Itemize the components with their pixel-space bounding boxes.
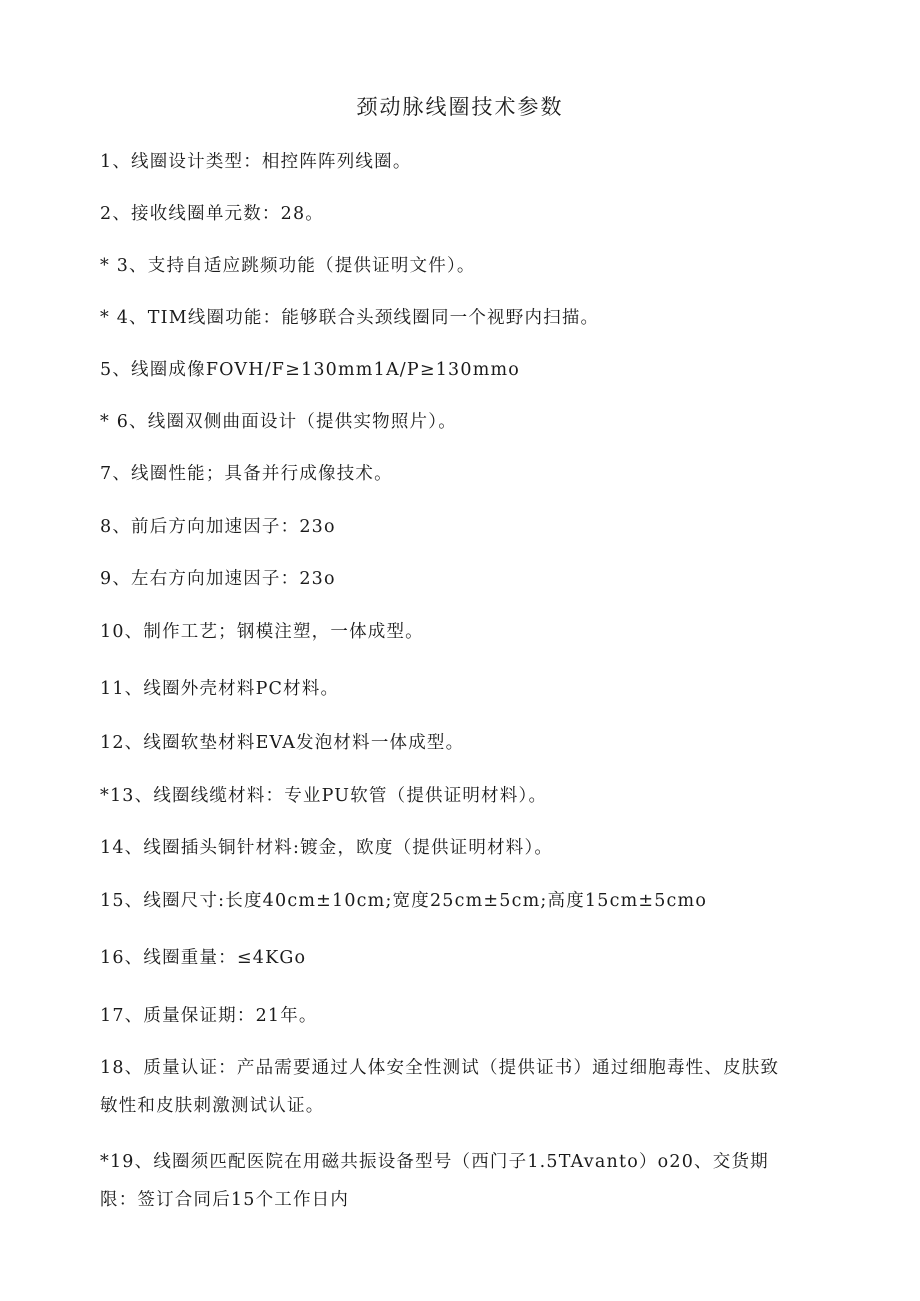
- spec-item-11: 11、线圈外壳材料PC材料。: [100, 679, 340, 699]
- spec-item-14: 14、线圈插头铜针材料:镀金，欧度（提供证明材料）。: [100, 838, 554, 858]
- spec-item-9: 9、左右方向加速因子：23o: [100, 569, 336, 589]
- spec-item-17: 17、质量保证期：21年。: [100, 1006, 318, 1026]
- spec-item-5: 5、线圈成像FOVH/F≥130mm1A/P≥130mmo: [100, 360, 521, 380]
- spec-item-8: 8、前后方向加速因子：23o: [100, 517, 336, 537]
- spec-item-1: 1、线圈设计类型：相控阵阵列线圈。: [100, 152, 412, 172]
- spec-item-7: 7、线圈性能；具备并行成像技术。: [100, 464, 393, 484]
- spec-item-13: *13、线圈线缆材料：专业PU软管（提供证明材料）。: [100, 786, 548, 806]
- spec-item-4: * 4、TIM线圈功能：能够联合头颈线圈同一个视野内扫描。: [100, 308, 600, 328]
- spec-item-6: * 6、线圈双侧曲面设计（提供实物照片）。: [100, 412, 457, 432]
- spec-item-10: 10、制作工艺；钢模注塑，一体成型。: [100, 622, 424, 642]
- spec-item-16: 16、线圈重量：≤4KGo: [100, 948, 307, 968]
- spec-item-12: 12、线圈软垫材料EVA发泡材料一体成型。: [100, 733, 465, 753]
- spec-item-15: 15、线圈尺寸:长度40cm±10cm;宽度25cm±5cm;高度15cm±5cmo: [100, 891, 708, 911]
- spec-item-18: 18、质量认证：产品需要通过人体安全性测试（提供证书）通过细胞毒性、皮肤致敏性和皮肤刺激测试认证。: [100, 1058, 780, 1116]
- spec-item-3: * 3、支持自适应跳频功能（提供证明文件）。: [100, 256, 476, 276]
- document-title: 颈动脉线圈技术参数: [356, 95, 564, 119]
- spec-item-2: 2、接收线圈单元数：28。: [100, 204, 325, 224]
- spec-item-19: *19、线圈须匹配医院在用磁共振设备型号（西门子1.5TAvanto）o20、交货期限：签订合同后15个工作日内: [100, 1152, 769, 1210]
